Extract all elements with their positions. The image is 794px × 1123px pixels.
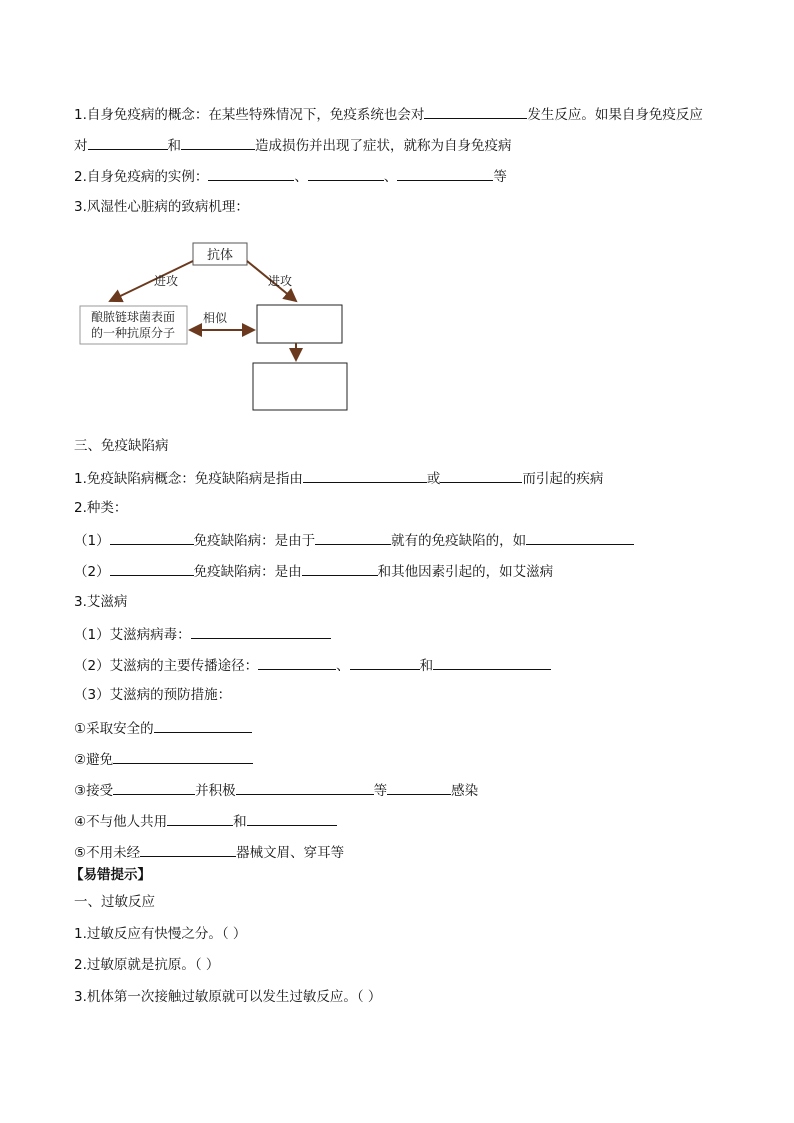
text: ①采取安全的 [74, 721, 154, 737]
tip-question-1: 1.过敏反应有快慢之分。（ ） [74, 926, 247, 942]
text: 对 [74, 138, 88, 154]
text: 和 [167, 138, 181, 154]
blank[interactable] [350, 655, 420, 670]
blank[interactable] [113, 749, 253, 764]
text: 、 [336, 658, 350, 674]
blank[interactable] [247, 811, 337, 826]
text: 造成损伤并出现了症状，就称为自身免疫病 [255, 138, 512, 154]
text: 1.免疫缺陷病概念：免疫缺陷病是指由 [74, 471, 303, 487]
section-heading: 三、免疫缺陷病 [74, 438, 169, 454]
prevention-1 [74, 718, 252, 738]
blank[interactable] [440, 468, 522, 483]
text: ④不与他人共用 [74, 814, 168, 830]
attack-left-label: 进攻 [153, 274, 179, 288]
antigen-line-1: 酿脓链球菌表面 [90, 310, 176, 324]
tips-subheading: 一、过敏反应 [74, 894, 155, 910]
blank[interactable] [110, 561, 194, 576]
aids-title: 3.艾滋病 [74, 594, 128, 610]
target-blank-box[interactable] [257, 305, 342, 343]
text: 、 [294, 169, 308, 185]
text: 、 [383, 169, 398, 185]
blank[interactable] [302, 561, 378, 576]
text: 免疫缺陷病：是由于 [193, 533, 316, 549]
result-blank-box[interactable] [253, 363, 347, 410]
type-2 [74, 561, 553, 581]
similar-label: 相似 [202, 311, 228, 325]
attack-arrow-left [110, 261, 193, 301]
attack-right-label: 进攻 [267, 274, 293, 288]
tip-question-2: 2.过敏原就是抗原。（ ） [74, 957, 220, 973]
text: 而引起的疾病 [522, 471, 604, 487]
text: （1）艾滋病病毒： [74, 627, 191, 643]
text: 和 [233, 814, 247, 830]
types-title: 2.种类： [74, 500, 128, 516]
text: （1） [74, 533, 110, 549]
mechanism-title: 3.风湿性心脏病的致病机理： [74, 199, 249, 215]
text: ②避免 [74, 752, 114, 768]
concept-line-2 [74, 135, 512, 155]
text: ⑤不用未经 [74, 845, 141, 861]
text: 感染 [451, 783, 479, 799]
aids-virus [74, 624, 331, 644]
blank[interactable] [181, 135, 255, 150]
blank[interactable] [167, 811, 233, 826]
blank[interactable] [208, 166, 294, 181]
examples-line [74, 166, 507, 186]
antibody-label: 抗体 [206, 248, 234, 263]
mechanism-diagram [70, 232, 360, 417]
blank[interactable] [387, 780, 451, 795]
blank[interactable] [303, 468, 427, 483]
blank[interactable] [308, 166, 384, 181]
text: 和其他因素引起的，如艾滋病 [377, 564, 554, 580]
blank[interactable] [258, 655, 336, 670]
text: 并积极 [195, 783, 236, 799]
text: 等 [373, 783, 388, 799]
text: 等 [493, 169, 507, 185]
blank[interactable] [154, 718, 252, 733]
blank[interactable] [88, 135, 168, 150]
blank[interactable] [110, 530, 194, 545]
aids-transmission [74, 655, 551, 675]
text: 和 [419, 658, 434, 674]
tips-heading: 【易错提示】 [70, 867, 151, 883]
blank[interactable] [433, 655, 551, 670]
prevention-4 [74, 811, 337, 831]
blank[interactable] [424, 104, 527, 119]
text: 就有的免疫缺陷的，如 [391, 533, 527, 549]
text: 1.自身免疫病的概念：在某些特殊情况下，免疫系统也会对 [74, 107, 425, 123]
prevention-3 [74, 780, 478, 800]
blank[interactable] [140, 842, 236, 857]
immunodeficiency-concept [74, 468, 603, 488]
text: （2） [74, 564, 110, 580]
blank[interactable] [113, 780, 195, 795]
blank[interactable] [526, 530, 634, 545]
concept-line-1 [74, 104, 703, 124]
text: 2.自身免疫病的实例： [74, 169, 209, 185]
text: 发生反应。如果自身免疫反应 [527, 107, 703, 123]
tip-question-3: 3.机体第一次接触过敏原就可以发生过敏反应。（ ） [74, 989, 382, 1005]
text: ③接受 [74, 783, 114, 799]
text: 或 [426, 471, 441, 487]
blank[interactable] [236, 780, 374, 795]
text: 器械文眉、穿耳等 [236, 845, 345, 861]
text: 免疫缺陷病：是由 [193, 564, 302, 580]
prevention-2 [74, 749, 253, 769]
type-1 [74, 530, 634, 550]
text: （2）艾滋病的主要传播途径： [74, 658, 259, 674]
blank[interactable] [315, 530, 391, 545]
antigen-line-2: 的一种抗原分子 [90, 326, 176, 340]
blank[interactable] [191, 624, 331, 639]
aids-prevention-title: （3）艾滋病的预防措施： [74, 687, 232, 703]
blank[interactable] [397, 166, 493, 181]
prevention-5 [74, 842, 344, 862]
